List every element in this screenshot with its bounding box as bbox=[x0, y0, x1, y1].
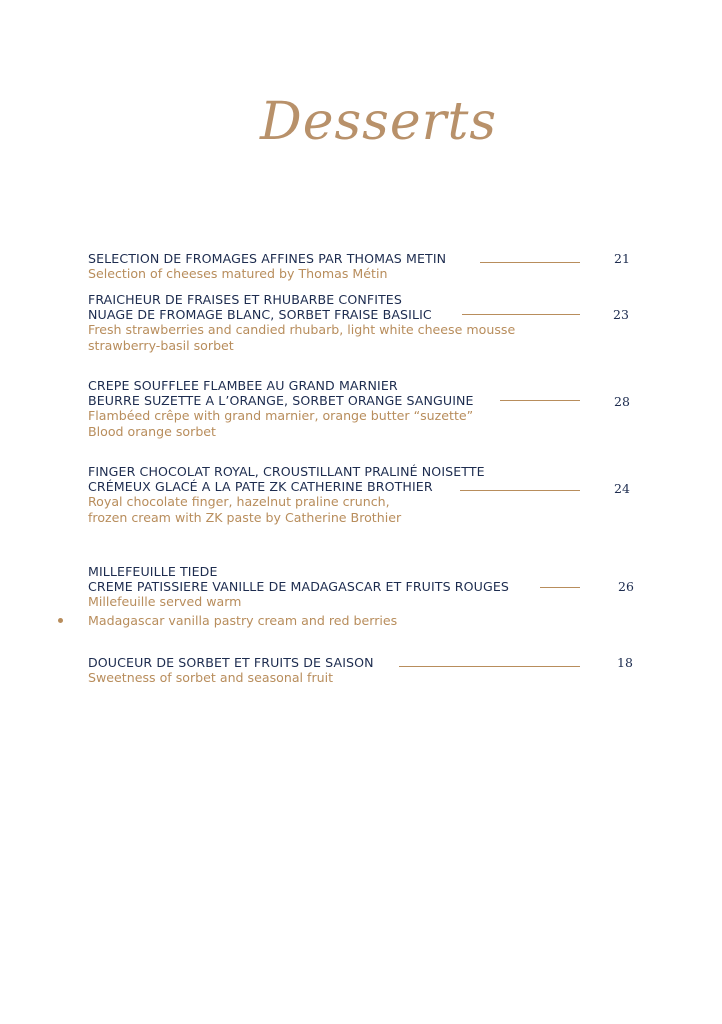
menu-item bbox=[88, 378, 648, 440]
leader-line bbox=[399, 666, 580, 667]
leader-line bbox=[480, 262, 580, 263]
item-name-fr: NUAGE DE FROMAGE BLANC, SORBET FRAISE BASILIC bbox=[88, 307, 432, 322]
menu-item bbox=[88, 292, 648, 354]
leader-line bbox=[540, 587, 580, 588]
item-price: 26 bbox=[618, 579, 634, 594]
item-name-fr: CREME PATISSIERE VANILLE DE MADAGASCAR ET FRUITS ROUGES bbox=[88, 579, 509, 594]
item-description-en: strawberry-basil sorbet bbox=[88, 338, 234, 353]
item-description-en: Royal chocolate finger, hazelnut praline crunch, bbox=[88, 494, 390, 509]
bullet-icon bbox=[58, 618, 63, 623]
item-description-en: Selection of cheeses matured by Thomas Métin bbox=[88, 266, 388, 281]
leader-line bbox=[462, 314, 580, 315]
leader-line bbox=[460, 490, 580, 491]
menu-item bbox=[88, 564, 648, 629]
item-description-en: Sweetness of sorbet and seasonal fruit bbox=[88, 670, 334, 685]
item-description-en: Flambéed crêpe with grand marnier, orange butter “suzette” bbox=[88, 408, 474, 423]
item-price: 18 bbox=[617, 655, 633, 670]
item-description-en: frozen cream with ZK paste by Catherine Brothier bbox=[88, 510, 402, 525]
page-title: Desserts bbox=[260, 92, 498, 152]
item-name-fr: CREPE SOUFFLEE FLAMBEE AU GRAND MARNIER bbox=[88, 378, 398, 393]
leader-line bbox=[500, 400, 580, 401]
item-name-fr: FRAICHEUR DE FRAISES ET RHUBARBE CONFITES bbox=[88, 292, 402, 307]
item-description-en: Millefeuille served warm bbox=[88, 594, 242, 609]
item-price: 28 bbox=[614, 394, 630, 409]
menu-item bbox=[88, 251, 648, 282]
item-description-en: Fresh strawberries and candied rhubarb, light white cheese mousse bbox=[88, 322, 516, 337]
menu-item bbox=[88, 464, 648, 526]
item-price: 21 bbox=[614, 251, 630, 266]
item-name-fr: MILLEFEUILLE TIEDE bbox=[88, 564, 218, 579]
menu-item bbox=[88, 655, 648, 686]
item-name-fr: BEURRE SUZETTE A L’ORANGE, SORBET ORANGE SANGUINE bbox=[88, 393, 474, 408]
item-description-en: Madagascar vanilla pastry cream and red berries bbox=[88, 613, 398, 628]
item-price: 23 bbox=[613, 307, 629, 322]
item-name-fr: DOUCEUR DE SORBET ET FRUITS DE SAISON bbox=[88, 655, 374, 670]
item-price: 24 bbox=[614, 481, 630, 496]
item-name-fr: SELECTION DE FROMAGES AFFINES PAR THOMAS METIN bbox=[88, 251, 447, 266]
item-name-fr: CRÉMEUX GLACÉ A LA PATE ZK CATHERINE BROTHIER bbox=[88, 479, 433, 494]
item-name-fr: FINGER CHOCOLAT ROYAL, CROUSTILLANT PRALINÉ NOISETTE bbox=[88, 464, 485, 479]
item-description-en: Blood orange sorbet bbox=[88, 424, 216, 439]
